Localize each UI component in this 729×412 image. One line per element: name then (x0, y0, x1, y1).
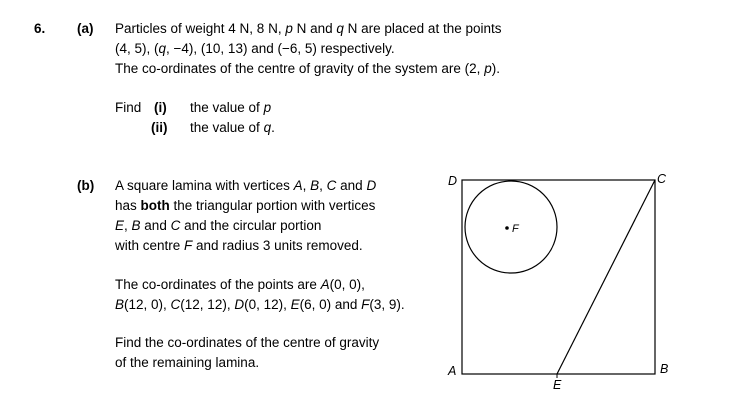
removed-circle (465, 181, 557, 273)
find-label: Find (115, 100, 142, 115)
lamina-diagram (440, 165, 680, 395)
label-d: D (448, 174, 458, 188)
sub-ii-text: the value of q. (190, 120, 275, 135)
part-b-para1-line-1: A square lamina with vertices A, B, C and D (115, 178, 377, 193)
part-b-para1-line-2: has both the triangular portion with vertices (115, 198, 376, 213)
label-b: B (660, 362, 669, 376)
sub-ii-label: (ii) (151, 120, 168, 135)
part-b-para1-line-3: E, B and C and the circular portion (115, 218, 322, 233)
part-b-para2-line-2: B(12, 0), C(12, 12), D(0, 12), E(6, 0) and F(3, 9). (115, 297, 405, 312)
part-a-label: (a) (77, 21, 94, 36)
label-c: C (657, 172, 667, 186)
square-lamina (462, 180, 655, 374)
part-b-para1-line-4: with centre F and radius 3 units removed. (115, 238, 363, 253)
label-f: F (512, 223, 519, 235)
point-f-dot (505, 226, 509, 230)
part-b-para3-line-2: of the remaining lamina. (115, 355, 260, 370)
part-a-line-1: Particles of weight 4 N, 8 N, p N and q N are placed at the points (115, 21, 502, 36)
label-e: E (553, 378, 562, 392)
triangle-edge-ec (557, 180, 655, 374)
part-b-label: (b) (77, 178, 95, 193)
sub-i-label: (i) (154, 100, 167, 115)
question-number: 6. (34, 21, 46, 36)
part-b-para2-line-1: The co-ordinates of the points are A(0, 0), (115, 277, 365, 292)
sub-i-text: the value of p (190, 100, 272, 115)
part-a-line-3: The co-ordinates of the centre of gravity of the system are (2, p). (115, 61, 500, 76)
part-b-para3-line-1: Find the co-ordinates of the centre of gravity (115, 335, 380, 350)
label-a: A (448, 364, 457, 378)
part-a-line-2: (4, 5), (q, −4), (10, 13) and (−6, 5) respectively. (115, 41, 395, 56)
